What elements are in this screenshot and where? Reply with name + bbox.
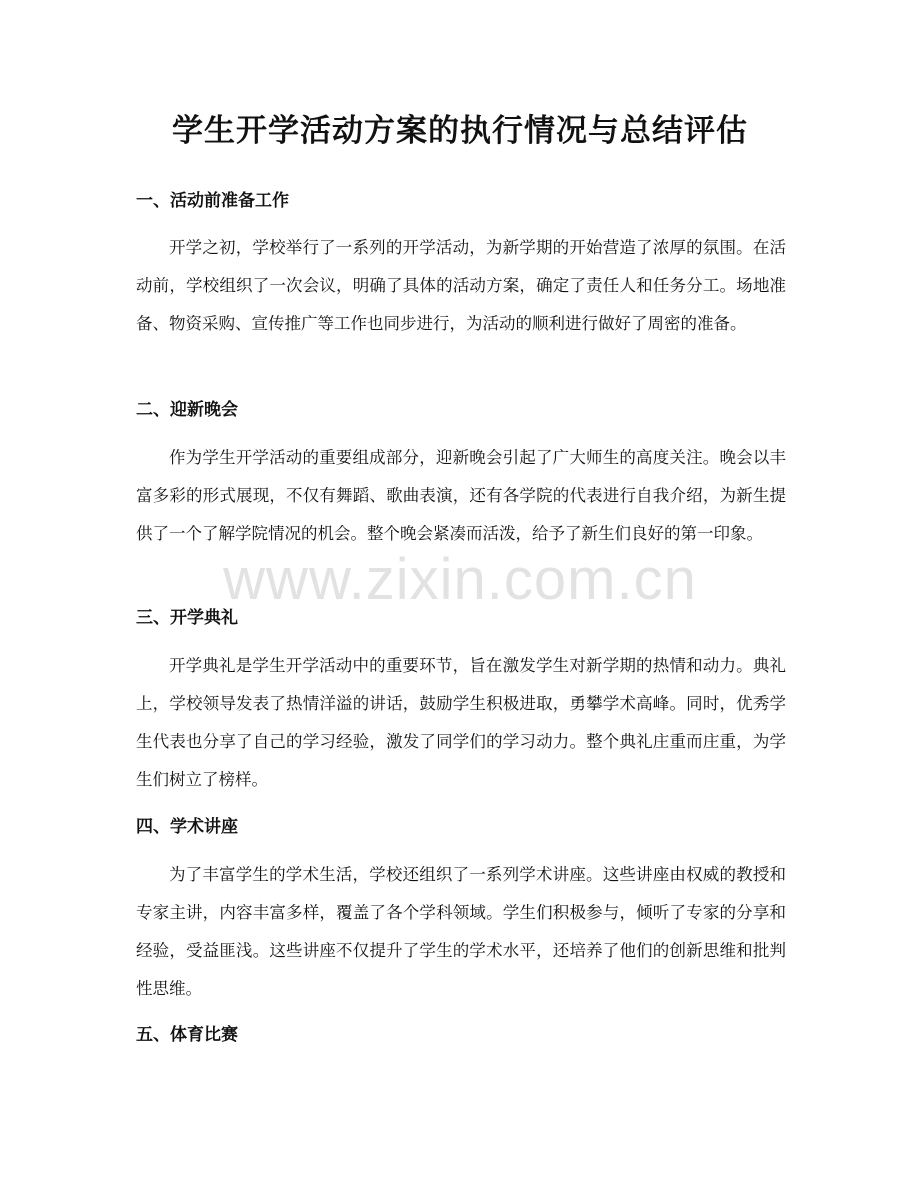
section-heading-academic-lectures: 四、学术讲座 [136,817,238,837]
section-body-opening-ceremony: 开学典礼是学生开学活动中的重要环节，旨在激发学生对新学期的热情和动力。典礼上，学校领导发表了热情洋溢的讲话，鼓励学生积极进取，勇攀学术高峰。同时，优秀学生代表也分享了自己的学习经验，激发了同学们的学习动力。整个典礼庄重而庄重，为学生们树立了榜样。 [136,656,786,789]
section-body-welcome-party: 作为学生开学活动的重要组成部分，迎新晚会引起了广大师生的高度关注。晚会以丰富多彩的形式展现，不仅有舞蹈、歌曲表演，还有各学院的代表进行自我介绍，为新生提供了一个了解学院情况的机会。整个晚会紧凑而活泼，给予了新生们良好的第一印象。 [136,448,786,543]
section-heading-preparation: 一、活动前准备工作 [136,191,289,211]
section-heading-sports-competition: 五、体育比赛 [136,1025,238,1045]
section-body-preparation: 开学之初，学校举行了一系列的开学活动，为新学期的开始营造了浓厚的氛围。在活动前，学校组织了一次会议，明确了具体的活动方案，确定了责任人和任务分工。场地准备、物资采购、宣传推广等工作也同步进行，为活动的顺利进行做好了周密的准备。 [136,238,786,333]
document-title: 学生开学活动方案的执行情况与总结评估 [172,113,748,149]
watermark: www.zixin.com.cn [223,547,697,612]
section-heading-welcome-party: 二、迎新晚会 [136,400,238,420]
section-body-academic-lectures: 为了丰富学生的学术生活，学校还组织了一系列学术讲座。这些讲座由权威的教授和专家主讲，内容丰富多样，覆盖了各个学科领域。学生们积极参与，倾听了专家的分享和经验，受益匪浅。这些讲座不仅提升了学生的学术水平，还培养了他们的创新思维和批判性思维。 [136,865,786,998]
section-heading-opening-ceremony: 三、开学典礼 [136,608,238,628]
